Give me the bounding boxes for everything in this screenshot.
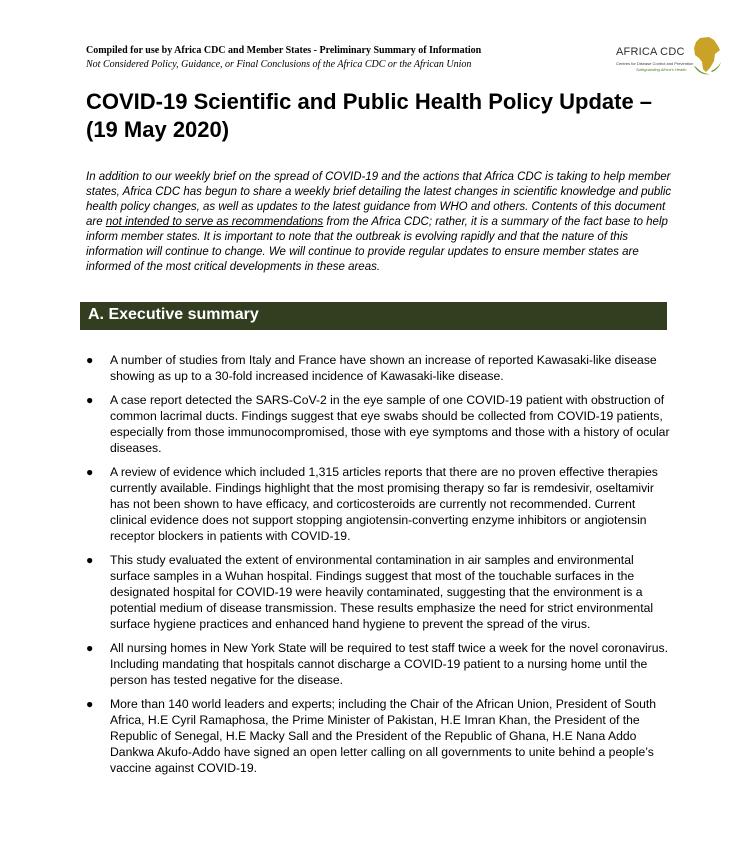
list-item-text: All nursing homes in New York State will be required to test staff twice a week for the novel coronavirus. Including mandating that hospitals cannot discharge a COVID-19 patient to a nursing home until the person has tested negative for the disease. xyxy=(110,641,668,687)
bullet-icon: ● xyxy=(86,465,94,479)
list-item-text: A case report detected the SARS-CoV-2 in the eye sample of one COVID-19 patient with obstruction of common lacrimal ducts. Findings suggest that eye swabs should be collected from COVID-19 patients, especially from those immunocompromised, those with eye symptoms and those with a history of ocular diseases. xyxy=(110,393,670,455)
list-item xyxy=(86,552,672,632)
bullet-icon: ● xyxy=(86,641,94,655)
list-item xyxy=(86,352,672,384)
list-item-text: A number of studies from Italy and France have shown an increase of reported Kawasaki-like disease showing as up to a 30-fold increased incidence of Kawasaki-like disease. xyxy=(110,353,657,383)
intro-paragraph xyxy=(86,170,676,275)
intro-text-start: In addition to our weekly brief on the spread of COVID-19 and the actions that Africa CDC is taking to help member states, Africa CDC has begun to share a weekly brief detailing the latest changes in scientific knowledge and public health policy changes, as well as updates to the latest guidance from WHO and others. Contents of this document are xyxy=(86,171,672,228)
list-item xyxy=(86,696,672,776)
header-disclaimer-line: Not Considered Policy, Guidance, or Final Conclusions of the Africa CDC or the African Union xyxy=(86,59,472,70)
section-header-bar xyxy=(80,302,667,330)
section-title: A. Executive summary xyxy=(88,306,259,323)
africa-cdc-logo xyxy=(616,36,726,82)
africa-map-icon xyxy=(692,36,722,76)
header-compiled-line: Compiled for use by Africa CDC and Member States - Preliminary Summary of Information xyxy=(86,45,482,56)
list-item xyxy=(86,392,672,456)
logo-subtitle: Centres for Disease Control and Prevention xyxy=(616,61,694,66)
document-header xyxy=(86,44,606,72)
bullet-icon: ● xyxy=(86,553,94,567)
intro-underlined-text: not intended to serve as recommendations xyxy=(105,216,324,228)
bullet-icon: ● xyxy=(86,393,94,407)
list-item-text: This study evaluated the extent of environmental contamination in air samples and environmental surface samples in a Wuhan hospital. Findings suggest that most of the touchable surfaces in the designated hospital for COVID-19 were heavily contaminated, suggesting that the environment is a potential medium of disease transmission. These results emphasize the need for strict environmental surface hygiene practices and enhanced hand hygiene to prevent the spread of the virus. xyxy=(110,553,654,631)
list-item-text: A review of evidence which included 1,315 articles reports that there are no proven effective therapies currently available. Findings highlight that the most promising therapy so far is remdesivir, oseltamivir has not been shown to have efficacy, and corticosteroids are currently not recommended. Current clinical evidence does not support stopping angiotensin-converting enzyme inhibitors or angiotensin receptor blockers in patients with COVID-19. xyxy=(110,465,658,543)
list-item-text: More than 140 world leaders and experts; including the Chair of the African Union, President of South Africa, H.E Cyril Ramaphosa, the Prime Minister of Pakistan, H.E Imran Khan, the President of the Republic of Senegal, H.E Macky Sall and the President of the Republic of Ghana, H.E Nana Addo Dankwa Akufo-Addo have signed an open letter calling on all governments to unite behind a people’s vaccine against COVID-19. xyxy=(110,697,657,775)
list-item xyxy=(86,464,672,544)
list-item xyxy=(86,640,672,688)
intro-text-end: from the Africa CDC; rather, it is a summary of the fact base to help inform member states. It is important to note that the outbreak is evolving rapidly and that the nature of this information will continue to change. We will continue to provide regular updates to ensure member states are informed of the most critical developments in these areas. xyxy=(86,216,668,273)
bullet-icon: ● xyxy=(86,697,94,711)
page-title: COVID-19 Scientific and Public Health Policy Update – (19 May 2020) xyxy=(86,89,653,142)
logo-name: AFRICA CDC xyxy=(616,46,685,58)
logo-tagline: Safeguarding Africa's Health xyxy=(636,67,687,72)
executive-summary-list xyxy=(86,352,672,784)
bullet-icon: ● xyxy=(86,353,94,367)
